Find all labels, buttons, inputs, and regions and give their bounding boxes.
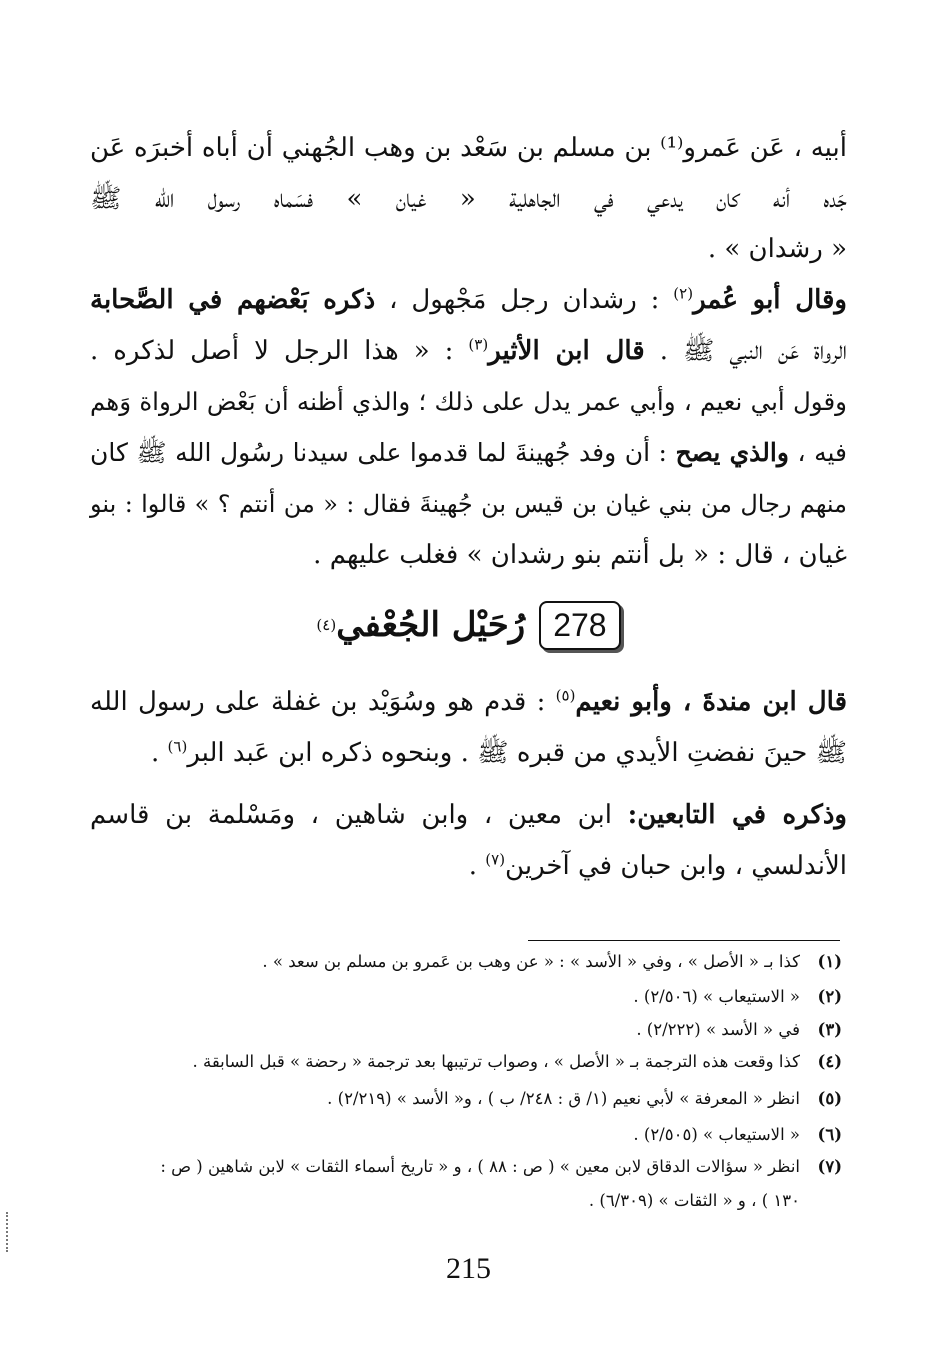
text-span: ابن معين ، وابن شاهين ، ومَسْلمة بن قاسم xyxy=(90,800,628,830)
text-span: : قدم هو وسُوَيْد بن غفلة على رسول الله xyxy=(90,687,556,717)
footnote xyxy=(160,1018,842,1044)
scan-margin-marks xyxy=(6,1212,10,1252)
footnote-number: (٢) xyxy=(817,987,842,1006)
bold-phrase: قال ابن مندةَ ، وأبو نعيم xyxy=(575,687,848,717)
text-span: . xyxy=(151,738,168,768)
footnote xyxy=(160,950,842,976)
footnote xyxy=(160,1087,842,1113)
footnote-text: انظر « سؤالات الدقاق لابن معين » ( ص : ٨٨ ) ، و « تاريخ أسماء الثقات » لابن شاهين ( ص : xyxy=(160,1157,800,1176)
text-span: ﷺ حينَ نفضتِ الأيدي من قبره ﷺ . وبنحوه ذكره ابن عَبد البر xyxy=(187,738,847,768)
text-span: : رشدان رجل مَجْهول ، xyxy=(375,285,674,315)
entry-number-box: 278 xyxy=(539,601,620,650)
text-line xyxy=(90,846,847,888)
footnote-number: (٦) xyxy=(817,1125,842,1144)
bold-phrase: والذي يصح xyxy=(675,438,789,467)
text-line xyxy=(90,433,847,475)
footnote-text: « الاستيعاب » (٢/٥٠٦) . xyxy=(633,987,800,1006)
footnote xyxy=(160,1123,842,1149)
text-line: منهم رجال من بني غيان بن قيس بن جُهينةَ فقال : « من أنتم ؟ » قالوا : بنو xyxy=(90,490,847,518)
footnote-number: (٤) xyxy=(817,1052,842,1071)
text-span: الرواة عَن النبي ﷺ . xyxy=(644,336,848,366)
footnote-text: انظر « المعرفة » لأبي نعيم (١/ ق : ٢٤٨/ ب ) ، و« الأسد » (٢/٢١٩) . xyxy=(327,1089,800,1108)
footnote-ref[interactable]: (٢) xyxy=(673,284,694,303)
footnote-text: كذا بـ « الأصل » ، وفي « الأسد » : « عن وهب بن عَمرو بن مسلم بن سعد » . xyxy=(262,952,800,971)
text-line xyxy=(90,682,847,724)
text-line: أبيه ، عَن عَمرو⁽¹⁾ بن مسلم بن سَعْد بن وهب الجُهني أن أباه أخبرَه عَن xyxy=(90,133,847,163)
footnote-text: كذا وقعت هذه الترجمة بـ « الأصل » ، وصواب ترتيبها بعد ترجمة « رحضة » قبل السابقة . xyxy=(192,1052,800,1071)
text-line: جَده أنه كان يدعي في الجاهلية « غيان » فسَماه رسول الله ﷺ xyxy=(90,184,847,214)
entry-heading: 278 رُحَيْل الجُعْفي (٤) xyxy=(0,590,937,660)
text-span: الأندلسي ، وابن حبان في آخرين xyxy=(505,851,847,881)
footnote-ref[interactable]: (٣) xyxy=(468,335,489,354)
footnote-ref[interactable]: (٦) xyxy=(167,737,188,756)
bold-phrase: وذكره في التابعين: xyxy=(627,800,847,830)
text-span: : أن وفد جُهينةَ لما قدموا على سيدنا رسُول الله ﷺ كان xyxy=(90,438,676,467)
text-line xyxy=(90,331,847,373)
footnote-continuation: ١٣٠ ) ، و « الثقات » (٦/٣٠٩) . xyxy=(588,1191,800,1210)
footnote-separator xyxy=(528,940,840,941)
footnote xyxy=(160,1050,842,1076)
text-line xyxy=(90,733,847,775)
footnote-number: (٥) xyxy=(817,1089,842,1108)
text-line xyxy=(90,280,847,322)
text-line: « رشدان » . xyxy=(707,234,847,264)
bold-phrase: ذكره بَعْضهم في الصَّحابة xyxy=(90,285,376,315)
footnote xyxy=(160,1155,842,1181)
text-line xyxy=(90,795,847,837)
bold-phrase: وقال أبو عُمر xyxy=(693,285,847,315)
footnote-number: (١) xyxy=(817,952,842,971)
bold-phrase: قال ابن الأثير xyxy=(488,336,645,366)
text-line: غيان ، قال : « بل أنتم بنو رشدان » فغلب عليهم . xyxy=(313,540,847,570)
text-span: . xyxy=(468,851,486,881)
entry-name: رُحَيْل الجُعْفي xyxy=(336,605,526,645)
footnote-ref[interactable]: (٥) xyxy=(555,686,576,705)
footnote-text: في « الأسد » (٢/٢٢٢) . xyxy=(636,1020,800,1039)
text-span: فيه ، xyxy=(788,438,847,467)
footnote xyxy=(160,985,842,1011)
footnote-number: (٧) xyxy=(817,1157,842,1176)
footnote-ref[interactable]: (٧) xyxy=(485,850,506,869)
text-span: : « هذا الرجل لا أصل لذكره . xyxy=(90,336,469,366)
page-number: 215 xyxy=(446,1252,491,1285)
footnote-number: (٣) xyxy=(817,1020,842,1039)
footnote-text: « الاستيعاب » (٢/٥٠٥) . xyxy=(633,1125,800,1144)
text-line: وقول أبي نعيم ، وأبي عمر يدل على ذلك ؛ والذي أظنه أن بَعْض الرواة وَهم xyxy=(90,387,847,416)
